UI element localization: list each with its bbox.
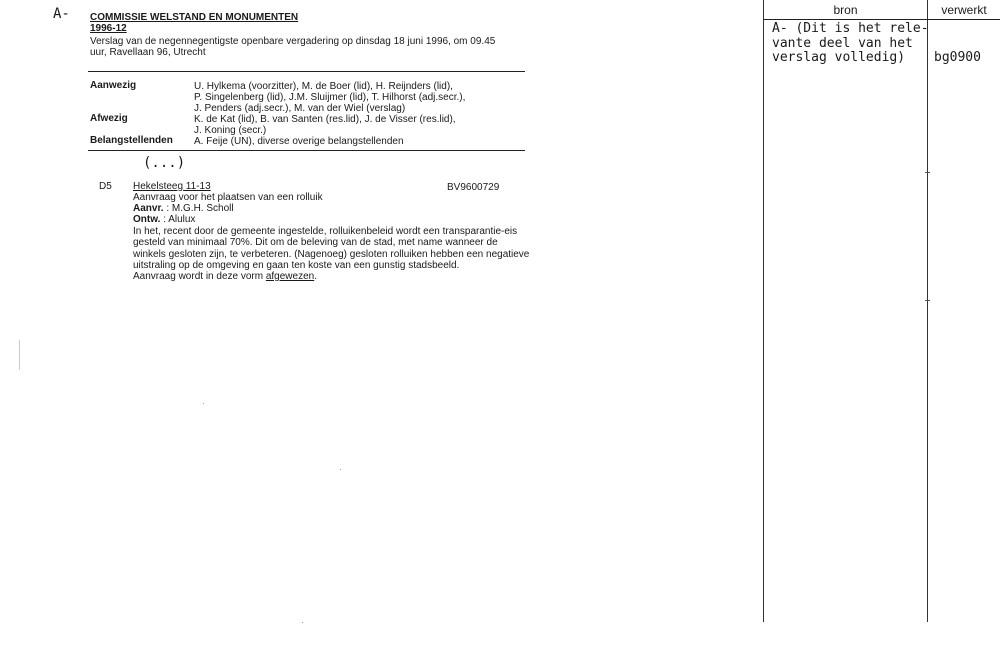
decision-suffix: . xyxy=(314,271,317,282)
designer-label: Ontw. xyxy=(133,214,161,225)
absent-line-2: J. Koning (secr.) xyxy=(194,125,267,136)
present-label: Aanwezig xyxy=(90,80,137,91)
item-reference: BV9600729 xyxy=(447,182,500,193)
applicant-label: Aanvr. xyxy=(133,203,164,214)
meeting-number: 1996-12 xyxy=(90,23,127,34)
source-note-line-3: verslag volledig) xyxy=(772,50,906,65)
present-line-1: U. Hylkema (voorzitter), M. de Boer (lid), H. Reijnders (lid), xyxy=(194,81,453,92)
column-tick xyxy=(925,172,930,173)
table-left-border xyxy=(763,0,764,622)
header-divider xyxy=(88,71,525,72)
item-address: Hekelsteeg 11-13 xyxy=(133,181,211,192)
body-line-2: gesteld van minimaal 70%. Dit om de beleving van de stad, met name wanneer de xyxy=(133,237,498,248)
scan-speck xyxy=(302,622,303,623)
body-line-4: uitstraling op de omgeving en gaan ten koste van een gunstig stadsbeeld. xyxy=(133,260,460,271)
source-note-line-2: vante deel van het xyxy=(772,36,913,51)
item-code: D5 xyxy=(99,181,112,192)
source-note-line-1: A- (Dit is het rele- xyxy=(772,21,929,36)
attendance-divider xyxy=(88,150,525,151)
processed-code: bg0900 xyxy=(934,50,981,65)
absent-label: Afwezig xyxy=(90,113,128,124)
scan-speck xyxy=(340,469,341,470)
scan-edge xyxy=(19,340,20,370)
stakeholders-line: A. Feije (UN), diverse overige belangstellenden xyxy=(194,136,404,147)
intro-line-2: uur, Ravellaan 96, Utrecht xyxy=(90,47,206,58)
designer-row xyxy=(133,214,195,225)
body-line-1: In het, recent door de gemeente ingestelde, rolluikenbeleid wordt een transparantie-eis xyxy=(133,226,518,237)
applicant-row xyxy=(133,203,234,214)
present-line-3: J. Penders (adj.secr.), M. van der Wiel (verslag) xyxy=(194,103,406,114)
item-request: Aanvraag voor het plaatsen van een rolluik xyxy=(133,192,323,203)
ellipsis-mark: (...) xyxy=(143,155,186,171)
stakeholders-label: Belangstellenden xyxy=(90,135,173,146)
margin-marker: A- xyxy=(53,6,70,22)
intro-line-1: Verslag van de negennegentigste openbare vergadering op dinsdag 18 juni 1996, om 09.45 xyxy=(90,36,496,47)
table-header-divider xyxy=(763,19,1000,20)
processed-column-header: verwerkt xyxy=(941,3,987,17)
column-tick xyxy=(925,300,930,301)
decision-prefix: Aanvraag wordt in deze vorm xyxy=(133,271,266,282)
commission-title: COMMISSIE WELSTAND EN MONUMENTEN xyxy=(90,12,299,23)
applicant-value: : M.G.H. Scholl xyxy=(166,203,234,214)
absent-line-1: K. de Kat (lid), B. van Santen (res.lid), J. de Visser (res.lid), xyxy=(194,114,456,125)
source-column-header: bron xyxy=(833,3,858,17)
body-line-3: winkels gesloten zijn, te verbeteren. (Nagenoeg) gesloten rolluiken hebben een negatieve xyxy=(133,249,530,260)
designer-value: : Alulux xyxy=(163,214,196,225)
present-line-2: P. Singelenberg (lid), J.M. Sluijmer (lid), T. Hilhorst (adj.secr.), xyxy=(194,92,466,103)
scan-speck xyxy=(203,403,204,404)
table-column-divider xyxy=(927,0,928,622)
decision-word: afgewezen xyxy=(265,271,315,282)
decision-line xyxy=(133,271,317,282)
